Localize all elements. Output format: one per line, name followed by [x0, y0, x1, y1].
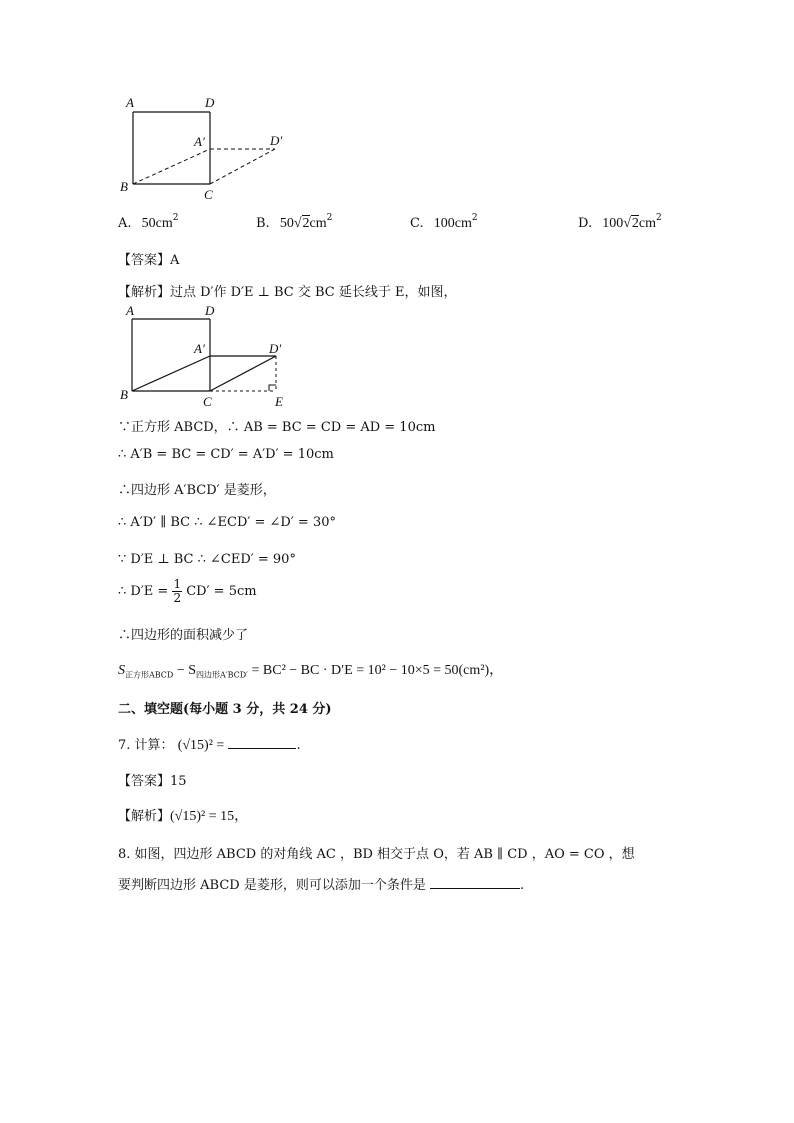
step-8: [118, 659, 503, 681]
label-a-prime: A′: [194, 134, 205, 149]
step-6-fraction: [172, 578, 182, 605]
option-d-unit: cm: [638, 216, 657, 231]
step-8-sub2: 四边形A′BCD′: [196, 670, 249, 680]
label-d-prime: D′: [270, 133, 283, 148]
option-b: B. $50√2cm^2$: [256, 213, 333, 231]
step-5: ∵ D′E ⊥ BC ∴ ∠CED′ = 90°: [118, 552, 296, 567]
option-b-exp: 2: [326, 213, 333, 223]
edge-ba1-dashed: [133, 149, 210, 184]
answer-7: 【答案】15: [118, 774, 187, 789]
step-6: [118, 578, 257, 605]
q7-pre: 7. 计算：: [118, 738, 174, 753]
figure-1: [115, 92, 305, 204]
label-a: A: [126, 303, 134, 318]
label-a: A: [126, 95, 134, 110]
label-a-prime: A′: [194, 341, 205, 356]
option-c-exp: 2: [471, 213, 478, 223]
label-d: D: [205, 95, 215, 110]
step-8-s2: − S: [173, 663, 197, 678]
option-d: D. $100√2cm^2$: [578, 213, 662, 231]
option-d-label: D.: [578, 216, 593, 231]
option-a-exp: 2: [172, 213, 179, 223]
step-6-post: CD′ = 5cm: [186, 584, 257, 599]
step-1: ∵正方形 ABCD，∴ AB = BC = CD = AD = 10cm: [118, 420, 436, 435]
right-angle-mark: [269, 385, 276, 391]
question-8-line-1: 8. 如图，四边形 ABCD 的对角线 AC ，BD 相交于点 O，若 AB ∥ CD ，AO = CO ，想: [118, 847, 635, 862]
step-4: ∴ A′D′ ∥ BC ∴ ∠ECD′ = ∠D′ = 30°: [118, 515, 336, 530]
q8-end: .: [519, 878, 525, 893]
label-d: D: [205, 303, 215, 318]
answer-6: 【答案】A: [118, 253, 180, 268]
label-c: C: [203, 394, 212, 409]
edge-d1c-dashed: [210, 149, 275, 184]
fraction-numerator: 1: [173, 577, 182, 591]
step-7: ∴四边形的面积减少了: [118, 628, 249, 643]
q8-answer-blank[interactable]: [430, 876, 520, 889]
option-c-label: C.: [410, 216, 424, 231]
fraction-denominator: 2: [173, 591, 182, 605]
q7-expr: (√15)² =: [177, 738, 225, 753]
option-b-label: B.: [256, 216, 270, 231]
step-8-rest: = BC² − BC · D′E = 10² − 10×5 = 50(cm²)，: [248, 663, 504, 678]
step-6-pre: ∴ D′E =: [118, 584, 169, 599]
option-d-exp: 2: [656, 213, 662, 223]
label-b: B: [120, 387, 128, 402]
q7-answer-blank[interactable]: [228, 736, 296, 749]
label-c: C: [204, 187, 213, 202]
option-c: [410, 213, 478, 232]
option-b-radicand: 2: [302, 216, 310, 231]
label-b: B: [120, 179, 128, 194]
question-8-line-2: [118, 874, 524, 893]
option-a-value: 50cm: [141, 216, 173, 231]
analysis-6-head: 【解析】过点 D′作 D′E ⊥ BC 交 BC 延长线于 E，如图，: [118, 285, 457, 300]
q7-end: .: [296, 738, 301, 753]
step-8-s1: S: [118, 663, 125, 678]
option-c-value: 100cm: [433, 216, 472, 231]
step-8-sub1: 正方形ABCD: [125, 670, 174, 680]
figure-2: [115, 302, 305, 410]
label-d-prime: D′: [269, 341, 282, 356]
option-d-radicand: 2: [631, 216, 639, 231]
step-2: ∴ A′B = BC = CD′ = A′D′ = 10cm: [118, 447, 334, 462]
analysis-7: [118, 805, 248, 825]
edge-ba1: [132, 356, 210, 391]
step-3: ∴四边形 A′BCD′ 是菱形，: [118, 483, 276, 498]
analysis-7-expr: (√15)² = 15，: [170, 809, 249, 824]
analysis-7-pre: 【解析】: [118, 809, 171, 824]
label-e: E: [275, 394, 283, 409]
option-b-coef: 50: [279, 216, 294, 231]
option-d-coef: 100: [602, 216, 624, 231]
option-a: [118, 213, 179, 232]
section-2-heading: 二、填空题(每小题 3 分，共 24 分): [118, 702, 332, 717]
option-b-unit: cm: [309, 216, 327, 231]
edge-d1c: [210, 356, 276, 391]
question-7: [118, 734, 301, 754]
q8-line2-text: 要判断四边形 ABCD 是菱形，则可以添加一个条件是: [118, 878, 426, 893]
option-a-label: A.: [118, 216, 132, 231]
